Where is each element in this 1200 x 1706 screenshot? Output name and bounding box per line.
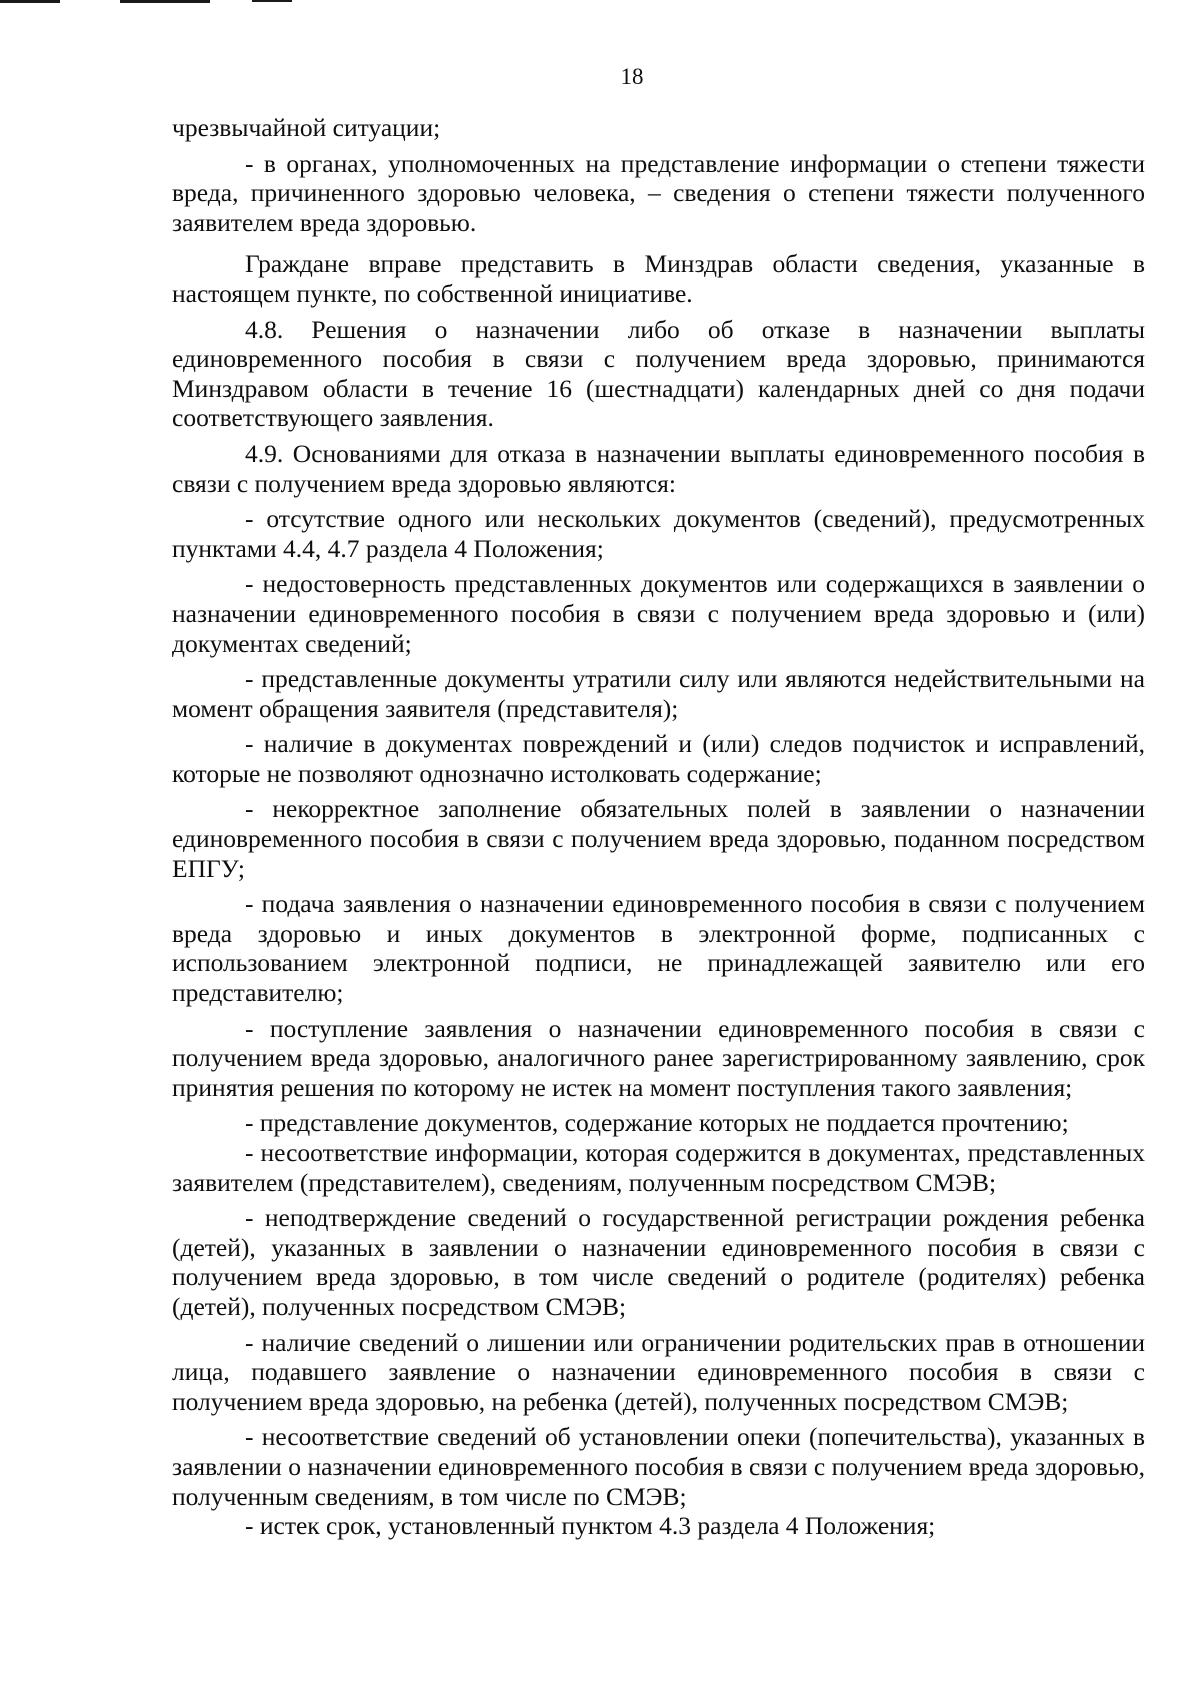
paragraph: - представленные документы утратили силу или являются недействительными на момент обращения заявителя (представителя);: [172, 664, 1145, 723]
paragraph: 4.8. Решения о назначении либо об отказе в назначении выплаты единовременного пособия в связи с получением вреда здоровью, принимаются Минздравом области в течение 16 (шестнадцати) календарных дней со дня подачи соответствующего заявления.: [172, 314, 1145, 433]
scan-edge-mark: [252, 0, 292, 2]
paragraph: - недостоверность представленных документов или содержащихся в заявлении о назначении единовременного пособия в связи с получением вреда здоровью и (или) документах сведений;: [172, 569, 1145, 658]
paragraph: 4.9. Основаниями для отказа в назначении выплаты единовременного пособия в связи с получением вреда здоровью являются:: [172, 438, 1145, 498]
paragraph: - несоответствие информации, которая содержится в документах, представленных заявителем (представителем), сведениям, полученным посредством СМЭВ;: [172, 1138, 1145, 1197]
paragraph: - наличие в документах повреждений и (или) следов подчисток и исправлений, которые не позволяют однозначно истолковать содержание;: [172, 729, 1145, 788]
paragraph: - представление документов, содержание которых не поддается прочтению;: [245, 1108, 1069, 1138]
paragraph: чрезвычайной ситуации;: [172, 113, 441, 142]
paragraph: - несоответствие сведений об установлении опеки (попечительства), указанных в заявлении о назначении единовременного пособия в связи с получением вреда здоровью, полученным сведениям, в том числе по СМЭВ;: [172, 1422, 1145, 1511]
page-number: 18: [620, 64, 644, 89]
paragraph: - неподтверждение сведений о государственной регистрации рождения ребенка (детей), указанных в заявлении о назначении единовременного пособия в связи с получением вреда здоровью, в том числе сведений о родителе (родителях) ребенка (детей), полученных посредством СМЭВ;: [172, 1203, 1145, 1321]
paragraph: - некорректное заполнение обязательных полей в заявлении о назначении единовременного пособия в связи с получением вреда здоровью, поданном посредством ЕПГУ;: [172, 794, 1145, 883]
paragraph: - отсутствие одного или нескольких документов (сведений), предусмотренных пунктами 4.4, 4.7 раздела 4 Положения;: [172, 504, 1145, 563]
paragraph: Граждане вправе представить в Минздрав области сведения, указанные в настоящем пункте, по собственной инициативе.: [172, 249, 1145, 308]
paragraph: - в органах, уполномоченных на представление информации о степени тяжести вреда, причиненного здоровью человека, – сведения о степени тяжести полученного заявителем вреда здоровью.: [172, 148, 1145, 237]
paragraph: - подача заявления о назначении единовременного пособия в связи с получением вреда здоровью и иных документов в электронной форме, подписанных с использованием электронной подписи, не принадлежащей заявителю или его представителю;: [172, 889, 1145, 1008]
paragraph: - наличие сведений о лишении или ограничении родительских прав в отношении лица, подавшего заявление о назначении единовременного пособия в связи с получением вреда здоровью, на ребенка (детей), полученных посредством СМЭВ;: [172, 1327, 1145, 1416]
scan-edge-mark: [120, 0, 210, 3]
paragraph: - истек срок, установленный пунктом 4.3 раздела 4 Положения;: [245, 1511, 936, 1541]
scan-edge-mark: [0, 0, 60, 3]
document-body: [172, 113, 1145, 1541]
paragraph: - поступление заявления о назначении единовременного пособия в связи с получением вреда здоровью, аналогичного ранее зарегистрированному заявлению, срок принятия решения по которому не истек на момент поступления такого заявления;: [172, 1013, 1145, 1102]
